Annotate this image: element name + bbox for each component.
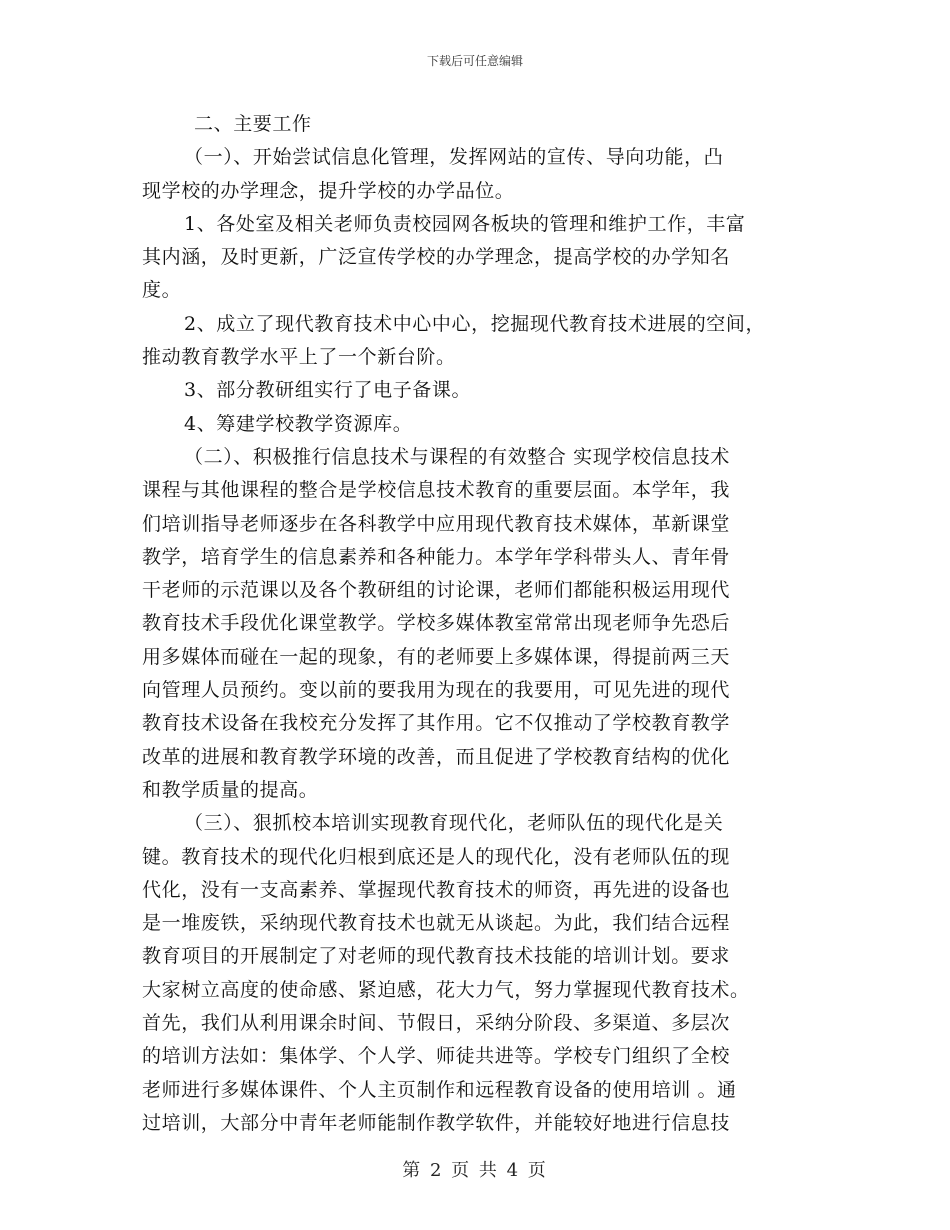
paragraph-line: 2、成立了现代教育技术中心中心，挖掘现代教育技术进展的空间， [184, 312, 766, 335]
paragraph-line: （一）、开始尝试信息化管理，发挥网站的宣传、导向功能，凸 [184, 146, 724, 169]
paragraph-line: 用多媒体而碰在一起的现象，有的老师要上多媒体课，得提前两三天 [142, 645, 731, 668]
page-header-note: 下载后可任意编辑 [426, 54, 523, 68]
section-heading: 二、主要工作 [194, 113, 312, 135]
paragraph-line: 3、部分教研组实行了电子备课。 [184, 379, 472, 402]
paragraph-line: （二）、积极推行信息技术与课程的有效整合 实现学校信息技术 [184, 445, 730, 468]
paragraph-line: （三）、狠抓校本培训实现教育现代化，老师队伍的现代化是关 [184, 812, 724, 835]
paragraph-line: 代化，没有一支高素养、掌握现代教育技术的师资，再先进的设备也 [142, 878, 731, 901]
paragraph-line: 改革的进展和教育教学环境的改善，而且促进了学校教育结构的优化 [142, 745, 731, 768]
paragraph-line: 是一堆废铁，采纳现代教育技术也就无从谈起。为此，我们结合远程 [142, 912, 731, 935]
paragraph-line: 键。教育技术的现代化归根到底还是人的现代化，没有老师队伍的现 [142, 845, 731, 868]
paragraph-line: 老师进行多媒体课件、个人主页制作和远程教育设备的使用培训 。通 [142, 1078, 737, 1101]
paragraph-line: 们培训指导老师逐步在各科教学中应用现代教育技术媒体，革新课堂 [142, 512, 731, 535]
paragraph-line: 过培训，大部分中青年老师能制作教学软件，并能较好地进行信息技 [142, 1111, 731, 1134]
paragraph-line: 1、各处室及相关老师负责校园网各板块的管理和维护工作，丰富 [184, 212, 746, 235]
paragraph-line: 向管理人员预约。变以前的要我用为现在的我要用，可见先进的现代 [142, 679, 731, 702]
paragraph-line: 的培训方法如：集体学、个人学、师徒共进等。学校专门组织了全校 [142, 1045, 731, 1068]
paragraph-line: 课程与其他课程的整合是学校信息技术教育的重要层面。本学年，我 [142, 479, 731, 502]
paragraph-line: 现学校的办学理念，提升学校的办学品位。 [142, 179, 515, 202]
paragraph-line: 和教学质量的提高。 [142, 778, 319, 801]
page-number-footer: 第 2 页 共 4 页 [402, 1160, 548, 1181]
paragraph-line: 干老师的示范课以及各个教研组的讨论课，老师们都能积极运用现代 [142, 579, 731, 602]
paragraph-line: 其内涵，及时更新，广泛宣传学校的办学理念，提高学校的办学知名 [142, 246, 731, 269]
paragraph-line: 教育项目的开展制定了对老师的现代教育技术技能的培训计划。要求 [142, 945, 731, 968]
paragraph-line: 教育技术手段优化课堂教学。学校多媒体教室常常出现老师争先恐后 [142, 612, 731, 635]
paragraph-line: 教育技术设备在我校充分发挥了其作用。它不仅推动了学校教育教学 [142, 712, 731, 735]
document-body [142, 108, 810, 1140]
paragraph-line: 首先，我们从利用课余时间、节假日，采纳分阶段、多渠道、多层次 [142, 1012, 731, 1035]
paragraph-line: 推动教育教学水平上了一个新台阶。 [142, 346, 456, 369]
paragraph-line: 度。 [142, 279, 182, 302]
paragraph-line: 大家树立高度的使命感、紧迫感，花大力气，努力掌握现代教育技术。 [142, 978, 750, 1001]
paragraph-line: 教学，培育学生的信息素养和各种能力。本学年学科带头人、青年骨 [142, 545, 731, 568]
paragraph-line: 4、筹建学校教学资源库。 [184, 412, 413, 435]
